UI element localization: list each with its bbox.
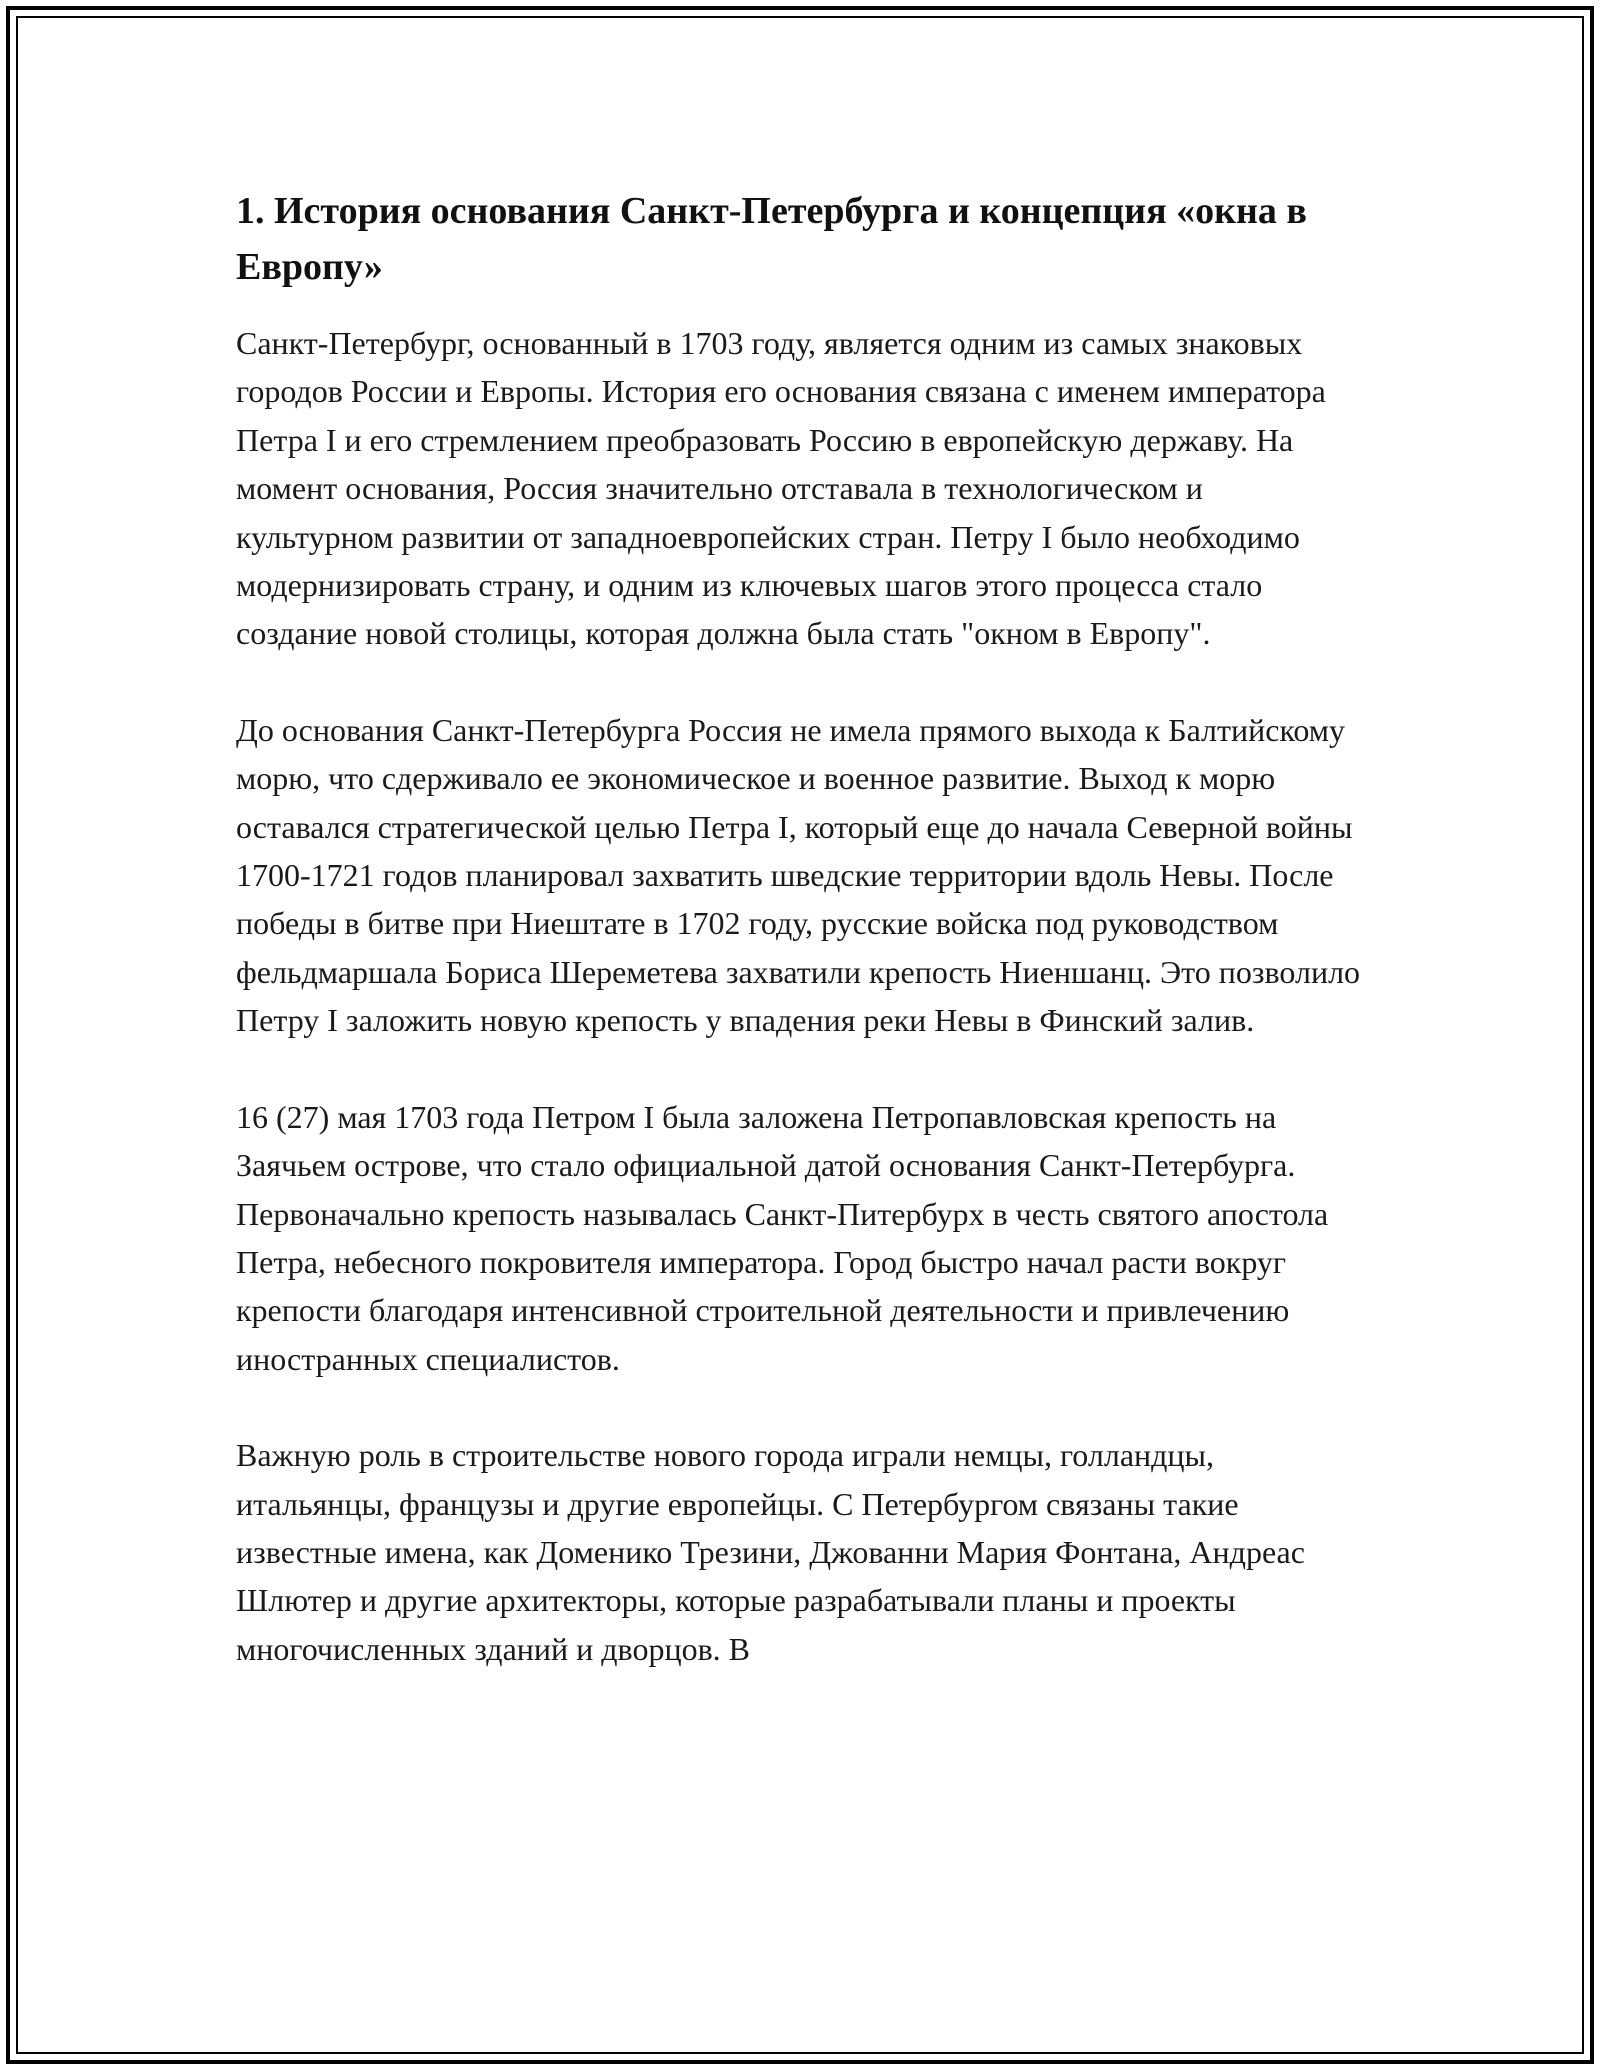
paragraph-fortress: 16 (27) мая 1703 года Петром I была заложена Петропавловская крепость на Заячьем острове, что стало официальной датой основания Санкт-Петербурга. Первоначально крепость называлась Санкт-Питербурх в честь святого апостола Петра, небесного покровителя императора. Город быстро начал расти вокруг крепости благодаря интенсивной строительной деятельности и привлечению иностранных специалистов. [236,1098,1329,1377]
paragraph-baltic-access: До основания Санкт-Петербурга Россия не имела прямого выхода к Балтийскому морю, что сдерживало ее экономическое и военное развитие. Выход к морю оставался стратегической целью Петра I, который еще до начала Северной войны 1700-1721 годов планировал захватить шведские территории вдоль Невы. После победы в битве при Ниештате в 1702 году, русские войска под руководством фельдмаршала Бориса Шереметева захватили крепость Ниеншанц. Это позволило Петру I заложить новую крепость у впадения реки Невы в Финский залив. [236,711,1361,1039]
section-heading: 1. История основания Санкт-Петербурга и концепция «окна в Европу» [236,190,1307,288]
paragraph-architects: Важную роль в строительстве нового города играли немцы, голландцы, итальянцы, французы и другие европейцы. С Петербургом связаны такие известные имена, как Доменико Трезини, Джованни Мария Фонтана, Андреас Шлютер и другие архитекторы, которые разрабатывали планы и проекты многочисленных зданий и дворцов. В [236,1437,1305,1667]
document-body [236,183,1366,1721]
paragraph-founding: Санкт-Петербург, основанный в 1703 году, является одним из самых знаковых городов России и Европы. История его основания связана с именем императора Петра I и его стремлением преобразовать Россию в европейскую державу. На момент основания, Россия значительно отставала в технологическом и культурном развитии от западноевропейских стран. Петру I было необходимо модернизировать страну, и одним из ключевых шагов этого процесса стало создание новой столицы, которая должна была стать "окном в Европу". [236,325,1326,652]
